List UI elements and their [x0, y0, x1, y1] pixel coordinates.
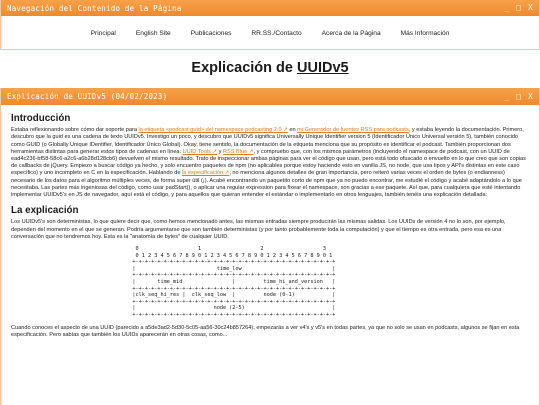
intro-text-2: en: [287, 127, 298, 134]
intro-text-1: Estaba reflexionando sobre cómo dar soporte para: [11, 127, 139, 134]
minimize-icon[interactable]: _: [503, 3, 509, 12]
window-controls: [504, 93, 533, 101]
navigation-window: [0, 0, 540, 50]
window-controls: [504, 4, 533, 12]
intro-paragraph: [11, 127, 529, 199]
nav-link-contacto[interactable]: RR.SS./Contacto: [251, 29, 302, 37]
navigation-window-title: Navegación del Contenido de la Página: [7, 3, 182, 13]
close-icon[interactable]: X: [527, 91, 533, 101]
intro-text-4: y: [217, 148, 223, 155]
intro-heading: Introducción: [11, 113, 71, 124]
close-icon[interactable]: X: [527, 3, 533, 12]
page-title-term: UUIDv5: [297, 60, 349, 76]
article-window-title: Explicación de UUIDv5 (04/02/2023): [7, 92, 168, 101]
intro-text-6: , no menciona algunos detalles de gran importancia, pero reiteró varias veces el orden de bytes (o endianness) necesario de los datos para el algoritmo múltiples veces, de forma super útil (¡). Acabé encontrando un paquetito corto de npm que ya no puedo encontrar, me estudié el código y acabé adaptándolo a lo que necesitaba. Las partes más ingeniosas del código, como usar padStart(), o aplicar una regular expression para fixear el namespace, son gracias a ese paquete. Así que, para cualquiera que esté intentando implementar UUIDv5's en JS de navegador, aquí está el código, y para aquellos que quieran entender el estándar o implementarlo en otros lenguajes, también tenéis una explicación detallada:: [11, 170, 522, 199]
page-title-prefix: Explicación de: [191, 60, 297, 76]
nav-link-acerca[interactable]: Acerca de la Página: [321, 29, 381, 37]
nav-link-principal[interactable]: Principal: [90, 29, 116, 37]
maximize-icon[interactable]: □: [515, 91, 521, 101]
intro-text-5: , y compruebo que, con los mismos parámetros (incluyendo el namespace de podcast, con un UUID de ead4c236-bf58-58c6-a2c6-a6b28d128cb6) devuelven el mismo resultado. Trato de inspeccionar ambas páginas para ver el código que usan, pero está todo ofuscado o envuelto en lo que creo que son copias de callbacks de jQuery. Empiezo a buscar código ya hecho, y solo encuentro paquetes de npm (no aplicables porque estoy haciendo esto en vanilla JS, no node, que usa tipos y API's distintas en este caso específico) y uno incompleto en C en la especificación. Hablando de: [11, 148, 526, 177]
uuid-byte-diagram: 0 1 2 3 0 1 2 3 4 5 6 7 8 9 0 1 2 3 4 5 6 7 8 9 0 1 2 3 4 5 6 7 8 9 0 1 +-+-+-+-+-+-+-+-+-+-+-+-+-+-+-+-+-+-+-+-+-+-+-+-+-+-+-+-+-+-+-+-+ | time_low | +-+-+-+-+-+-+-+-+-+-+-+-+-+-+-+-+-+-+-+-+-+-+-+-+-+-+-+-+-+-+-+-+ | time_mid | time_hi_and_version | +-+-+-+-+-+-+-+-+-+-+-+-+-+-+-+-+-+-+-+-+-+-+-+-+-+-+-+-+-+-+-+-+ |clk_seq_hi_res | clk_seq_low | node (0-1) | +-+-+-+-+-+-+-+-+-+-+-+-+-+-+-+-+-+-+-+-+-+-+-+-+-+-+-+-+-+-+-+-+ | node (2-5) | +-+-+-+-+-+-+-+-+-+-+-+-+-+-+-+-+-+-+-+-+-+-+-+-+-+-+-+-+-+-+-+-+: [132, 246, 336, 318]
intro-text-3: , y estaba leyendo la documentación. Primero, descubro que la guid es una cadena de texto UUIDv5. Investigo un poco, y descubro que UUIDv5 significa Universally Unique Identifier version 5 (Identificador Único Universal versión 5), también conocido como GUID (o Globally Unique IDentifier, Identificador Único Global). Okay, tiene sentido, la documentación de la etiqueta menciona que su propósito es identificar el podcast. También proporcionan dos herramientas distintas para generar estos tipos de cadenas en línea:: [11, 127, 524, 155]
minimize-icon[interactable]: _: [503, 91, 509, 101]
explanation-heading: La explicación: [11, 205, 79, 217]
page-title: [0, 60, 540, 76]
podcast-guid-link[interactable]: la etiqueta <podcast:guid> del namespace podcasting 2.0 ↗: [138, 127, 288, 134]
article-window-titlebar[interactable]: [1, 88, 539, 105]
explanation-paragraph: Los UUIDv5's son deterministas, lo que quiere decir que, como hemos mencionado antes, las mismas entradas siempre producirán las mismas salidas. Los UUIDs de versión 4 no lo son, por ejemplo, dependen del momento en el que se generan. Podría argumentarse que son también deterministas (y por tanto probablemente toda la computación) y que el tiempo es otra entrada, pero esa es una conversación que no tendremos hoy. Esta es la "anatomía de bytes" de cualquier UUID.: [11, 219, 506, 240]
article-content: [1, 105, 539, 339]
specification-link[interactable]: la especificación ↗: [182, 170, 230, 177]
rss-generator-link[interactable]: mi Generador de fuentes RSS para podcasts: [297, 127, 409, 134]
after-diagram-paragraph: Cuando conoces el aspecto de una UUID (parecido a a5de3ad2-5d30-5c05-aa56-30c24b857264), empezarás a ver v4's y v5's en todas partes, ya que no solo se usan en podcasts, algunos se fijan en esta especificación. Pero sabías que también los UUIDs aparecerán en otras cosas, como...: [11, 324, 520, 338]
nav-link-mas-informacion[interactable]: Más Información: [400, 29, 450, 37]
maximize-icon[interactable]: □: [515, 3, 521, 12]
main-nav: [1, 16, 539, 50]
navigation-window-titlebar[interactable]: [1, 0, 539, 16]
nav-link-publicaciones[interactable]: Publicaciones: [190, 29, 232, 37]
uuid-tools-link[interactable]: UUID Tools ↗: [182, 148, 218, 155]
nav-link-english-site[interactable]: English Site: [135, 29, 171, 37]
article-window: [0, 88, 540, 405]
rss-blue-link[interactable]: RSS Blue ↗: [223, 148, 254, 155]
